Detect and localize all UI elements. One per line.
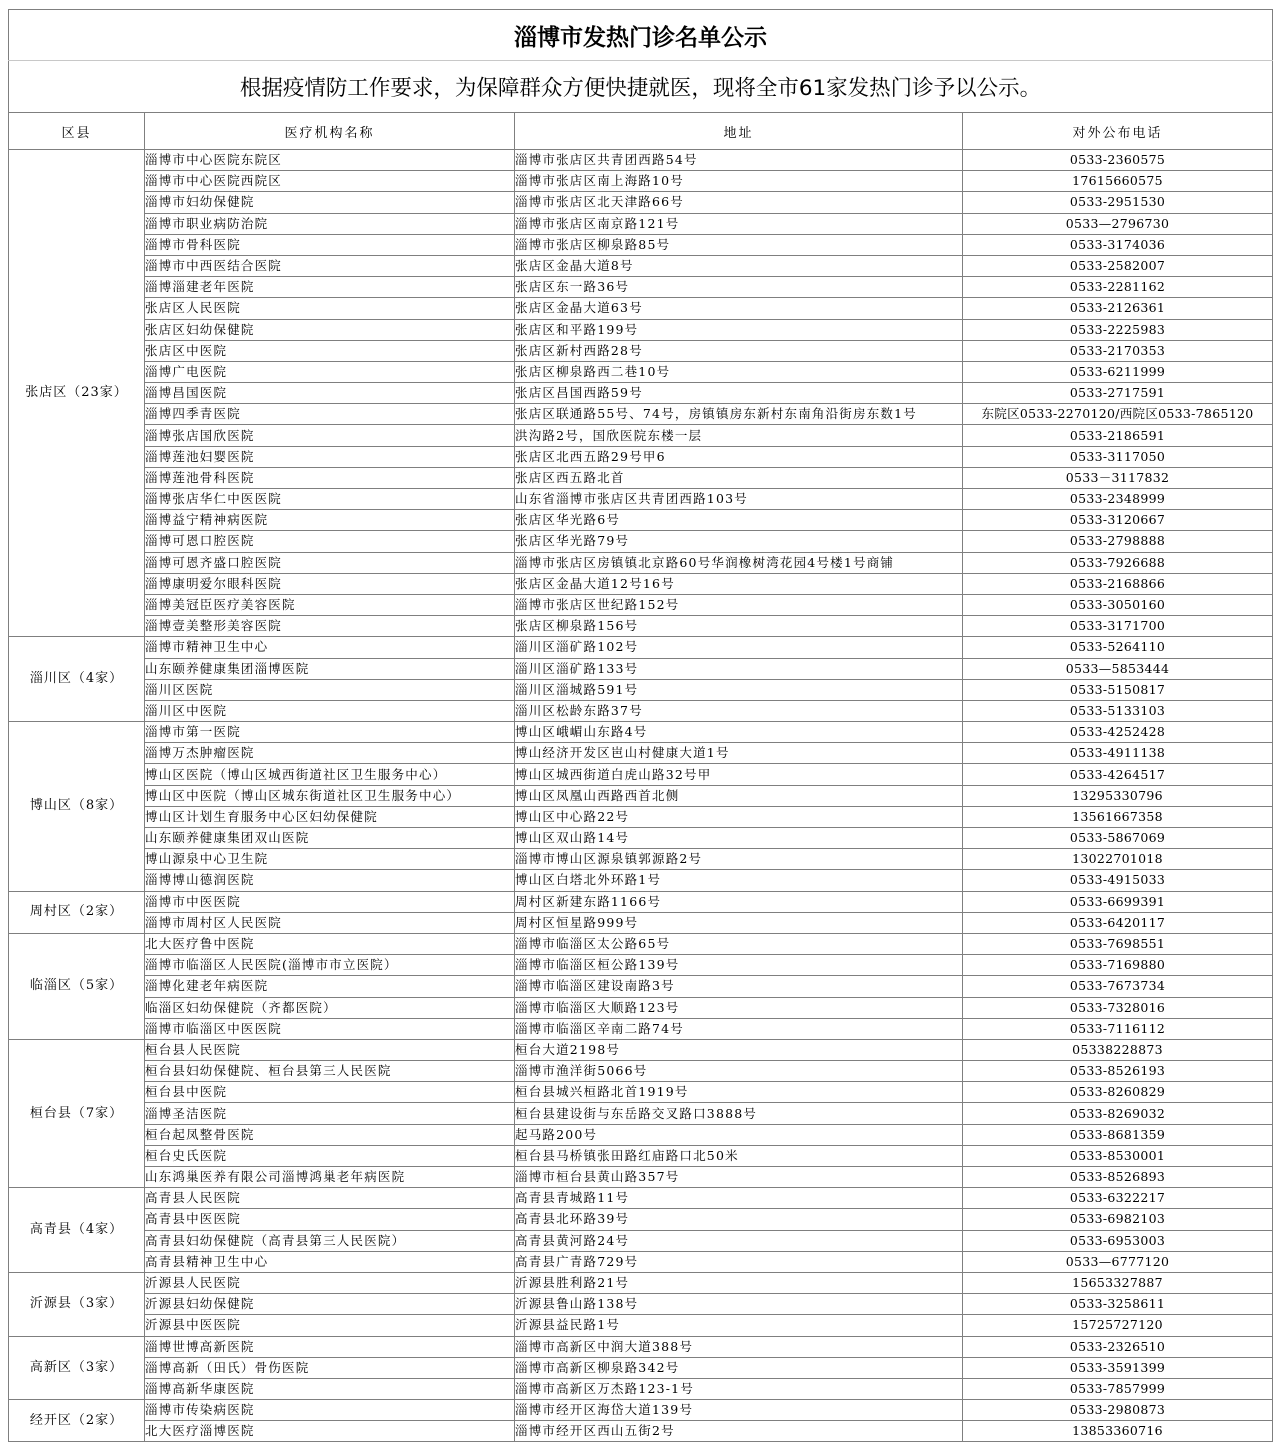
phone-cell: 0533-6953003: [963, 1230, 1273, 1251]
address-cell: 沂源县益民路1号: [515, 1315, 963, 1336]
phone-cell: 05338228873: [963, 1039, 1273, 1060]
phone-cell: 0533-3171700: [963, 616, 1273, 637]
address-cell: 博山区凤凰山西路西首北侧: [515, 785, 963, 806]
institution-name-cell: 高青县人民医院: [145, 1188, 515, 1209]
institution-name-cell: 山东颐养健康集团双山医院: [145, 828, 515, 849]
institution-name-cell: 山东颐养健康集团淄博医院: [145, 658, 515, 679]
address-cell: 淄博市张店区南上海路10号: [515, 171, 963, 192]
address-cell: 淄博市张店区南京路121号: [515, 213, 963, 234]
table-row: [9, 1103, 1273, 1124]
address-cell: 张店区华光路79号: [515, 531, 963, 552]
table-row: [9, 1188, 1273, 1209]
institution-name-cell: 淄博市周村区人民医院: [145, 912, 515, 933]
institution-name-cell: 淄博张店国欣医院: [145, 425, 515, 446]
phone-cell: 0533-7328016: [963, 997, 1273, 1018]
table-row: [9, 764, 1273, 785]
address-cell: 高青县广青路729号: [515, 1251, 963, 1272]
institution-name-cell: 山东鸿巢医养有限公司淄博鸿巢老年病医院: [145, 1167, 515, 1188]
phone-cell: 0533-2980873: [963, 1400, 1273, 1421]
institution-name-cell: 桓台县人民医院: [145, 1039, 515, 1060]
address-cell: 张店区金晶大道63号: [515, 298, 963, 319]
institution-name-cell: 张店区人民医院: [145, 298, 515, 319]
table-row: [9, 1061, 1273, 1082]
institution-name-cell: 淄博淄建老年医院: [145, 277, 515, 298]
institution-name-cell: 淄博市精神卫生中心: [145, 637, 515, 658]
address-cell: 淄博市张店区北天津路66号: [515, 192, 963, 213]
address-cell: 洪沟路2号，国欣医院东楼一层: [515, 425, 963, 446]
address-cell: 张店区昌国西路59号: [515, 383, 963, 404]
institution-name-cell: 淄博壹美整形美容医院: [145, 616, 515, 637]
phone-cell: 0533-5867069: [963, 828, 1273, 849]
phone-cell: 0533-3591399: [963, 1357, 1273, 1378]
address-cell: 淄博市临淄区大顺路123号: [515, 997, 963, 1018]
table-row: [9, 510, 1273, 531]
address-cell: 淄博市张店区柳泉路85号: [515, 234, 963, 255]
institution-name-cell: 淄博市临淄区中医医院: [145, 1018, 515, 1039]
table-row: [9, 319, 1273, 340]
table-row: [9, 1378, 1273, 1399]
address-cell: 淄博市博山区源泉镇郭源路2号: [515, 849, 963, 870]
institution-name-cell: 张店区中医院: [145, 340, 515, 361]
institution-name-cell: 淄博圣洁医院: [145, 1103, 515, 1124]
institution-name-cell: 淄博市骨科医院: [145, 234, 515, 255]
phone-cell: 0533-2348999: [963, 489, 1273, 510]
institution-name-cell: 淄博市妇幼保健院: [145, 192, 515, 213]
table-row: [9, 976, 1273, 997]
table-row: [9, 1251, 1273, 1272]
district-cell: 经开区（2家）: [9, 1400, 145, 1442]
institution-name-cell: 桓台县中医院: [145, 1082, 515, 1103]
institution-name-cell: 博山区计划生育服务中心区妇幼保健院: [145, 806, 515, 827]
table-row: [9, 997, 1273, 1018]
institution-name-cell: 淄博化建老年病医院: [145, 976, 515, 997]
table-row: [9, 1357, 1273, 1378]
table-row: [9, 1124, 1273, 1145]
table-row: [9, 552, 1273, 573]
address-cell: 周村区新建东路1166号: [515, 891, 963, 912]
table-row: [9, 1315, 1273, 1336]
table-header-row: [9, 113, 1273, 150]
table-row: [9, 785, 1273, 806]
phone-cell: 0533-2951530: [963, 192, 1273, 213]
district-cell: 高青县（4家）: [9, 1188, 145, 1273]
table-row: [9, 298, 1273, 319]
table-row: [9, 700, 1273, 721]
phone-cell: 0533—2796730: [963, 213, 1273, 234]
table-row: [9, 637, 1273, 658]
table-row: [9, 1039, 1273, 1060]
institution-name-cell: 北大医疗鲁中医院: [145, 933, 515, 954]
address-cell: 高青县北环路39号: [515, 1209, 963, 1230]
address-cell: 周村区恒星路999号: [515, 912, 963, 933]
institution-name-cell: 淄博市传染病医院: [145, 1400, 515, 1421]
table-row: [9, 255, 1273, 276]
phone-cell: 0533-2360575: [963, 150, 1273, 171]
table-row: [9, 1230, 1273, 1251]
address-cell: 张店区柳泉路西二巷10号: [515, 361, 963, 382]
institution-name-cell: 博山区医院（博山区城西街道社区卫生服务中心）: [145, 764, 515, 785]
table-row: [9, 828, 1273, 849]
district-cell: 临淄区（5家）: [9, 933, 145, 1039]
phone-cell: 0533-4915033: [963, 870, 1273, 891]
phone-cell: 0533-3117050: [963, 446, 1273, 467]
address-cell: 桓台县城兴桓路北首1919号: [515, 1082, 963, 1103]
table-row: [9, 573, 1273, 594]
table-row: [9, 383, 1273, 404]
table-row: [9, 955, 1273, 976]
address-cell: 博山区城西街道白虎山路32号甲: [515, 764, 963, 785]
institution-name-cell: 沂源县妇幼保健院: [145, 1294, 515, 1315]
phone-cell: 0533-2186591: [963, 425, 1273, 446]
address-cell: 博山区中心路22号: [515, 806, 963, 827]
phone-cell: 0533-2170353: [963, 340, 1273, 361]
phone-cell: 0533-6211999: [963, 361, 1273, 382]
address-cell: 淄博市桓台县黄山路357号: [515, 1167, 963, 1188]
table-row: [9, 192, 1273, 213]
district-cell: 高新区（3家）: [9, 1336, 145, 1400]
address-cell: 沂源县鲁山路138号: [515, 1294, 963, 1315]
phone-cell: 0533-8269032: [963, 1103, 1273, 1124]
phone-cell: 0533-4252428: [963, 722, 1273, 743]
page-title: 淄博市发热门诊名单公示: [9, 10, 1273, 61]
phone-cell: 0533-5264110: [963, 637, 1273, 658]
institution-name-cell: 淄川区中医院: [145, 700, 515, 721]
phone-cell: 0533-7698551: [963, 933, 1273, 954]
institution-name-cell: 淄博康明爱尔眼科医院: [145, 573, 515, 594]
institution-name-cell: 淄川区医院: [145, 679, 515, 700]
phone-cell: 13295330796: [963, 785, 1273, 806]
address-cell: 桓台县建设街与东岳路交叉路口3888号: [515, 1103, 963, 1124]
address-cell: 淄川区淄矿路133号: [515, 658, 963, 679]
address-cell: 淄博市张店区共青团西路54号: [515, 150, 963, 171]
institution-name-cell: 淄博市职业病防治院: [145, 213, 515, 234]
phone-cell: 0533-2225983: [963, 319, 1273, 340]
phone-cell: 0533-3120667: [963, 510, 1273, 531]
address-cell: 高青县黄河路24号: [515, 1230, 963, 1251]
phone-cell: 0533-3258611: [963, 1294, 1273, 1315]
address-cell: 桓台大道2198号: [515, 1039, 963, 1060]
table-row: [9, 1167, 1273, 1188]
phone-cell: 0533-4911138: [963, 743, 1273, 764]
address-cell: 博山经济开发区岜山村健康大道1号: [515, 743, 963, 764]
institution-name-cell: 淄博昌国医院: [145, 383, 515, 404]
address-cell: 博山区峨嵋山东路4号: [515, 722, 963, 743]
address-cell: 淄博市临淄区太公路65号: [515, 933, 963, 954]
table-row: [9, 1400, 1273, 1421]
phone-cell: 0533-8260829: [963, 1082, 1273, 1103]
district-cell: 张店区（23家）: [9, 150, 145, 637]
address-cell: 淄川区淄城路591号: [515, 679, 963, 700]
table-row: [9, 806, 1273, 827]
district-cell: 周村区（2家）: [9, 891, 145, 933]
table-row: [9, 743, 1273, 764]
institution-name-cell: 桓台史氏医院: [145, 1145, 515, 1166]
address-cell: 张店区北西五路29号甲6: [515, 446, 963, 467]
address-cell: 淄博市张店区世纪路152号: [515, 594, 963, 615]
phone-cell: 0533—6777120: [963, 1251, 1273, 1272]
institution-name-cell: 淄博美冠臣医疗美容医院: [145, 594, 515, 615]
institution-name-cell: 博山区中医院（博山区城东街道社区卫生服务中心）: [145, 785, 515, 806]
table-row: [9, 891, 1273, 912]
column-header-phone: 对外公布电话: [963, 113, 1273, 150]
institution-name-cell: 淄博可恩口腔医院: [145, 531, 515, 552]
institution-name-cell: 张店区妇幼保健院: [145, 319, 515, 340]
address-cell: 淄博市高新区中润大道388号: [515, 1336, 963, 1357]
table-row: [9, 361, 1273, 382]
phone-cell: 0533-6322217: [963, 1188, 1273, 1209]
phone-cell: 0533-8526893: [963, 1167, 1273, 1188]
phone-cell: 0533-7857999: [963, 1378, 1273, 1399]
table-row: [9, 594, 1273, 615]
phone-cell: 0533-7169880: [963, 955, 1273, 976]
page-subtitle: 根据疫情防工作要求，为保障群众方便快捷就医，现将全市61家发热门诊予以公示。: [9, 61, 1273, 113]
table-row: [9, 1082, 1273, 1103]
phone-cell: 0533-2281162: [963, 277, 1273, 298]
institution-name-cell: 淄博益宁精神病医院: [145, 510, 515, 531]
address-cell: 桓台县马桥镇张田路红庙路口北50米: [515, 1145, 963, 1166]
address-cell: 张店区金晶大道12号16号: [515, 573, 963, 594]
address-cell: 张店区东一路36号: [515, 277, 963, 298]
institution-name-cell: 淄博四季青医院: [145, 404, 515, 425]
table-row: [9, 679, 1273, 700]
institution-name-cell: 高青县中医医院: [145, 1209, 515, 1230]
phone-cell: 13853360716: [963, 1421, 1273, 1442]
phone-cell: 15725727120: [963, 1315, 1273, 1336]
address-cell: 张店区和平路199号: [515, 319, 963, 340]
district-cell: 博山区（8家）: [9, 722, 145, 892]
institution-name-cell: 淄博博山德润医院: [145, 870, 515, 891]
address-cell: 淄博市张店区房镇镇北京路60号华润橡树湾花园4号楼1号商铺: [515, 552, 963, 573]
address-cell: 张店区联通路55号、74号，房镇镇房东新村东南角沿街房东数1号: [515, 404, 963, 425]
address-cell: 张店区新村西路28号: [515, 340, 963, 361]
phone-cell: 15653327887: [963, 1272, 1273, 1293]
table-row: [9, 849, 1273, 870]
address-cell: 淄博市临淄区辛南二路74号: [515, 1018, 963, 1039]
table-row: [9, 912, 1273, 933]
institution-name-cell: 淄博万杰肿瘤医院: [145, 743, 515, 764]
address-cell: 淄川区淄矿路102号: [515, 637, 963, 658]
institution-name-cell: 淄博莲池骨科医院: [145, 467, 515, 488]
column-header-institution: 医疗机构名称: [145, 113, 515, 150]
address-cell: 淄博市高新区柳泉路342号: [515, 1357, 963, 1378]
institution-name-cell: 淄博市中医医院: [145, 891, 515, 912]
phone-cell: 0533-8530001: [963, 1145, 1273, 1166]
address-cell: 沂源县胜利路21号: [515, 1272, 963, 1293]
table-row: [9, 933, 1273, 954]
institution-name-cell: 淄博张店华仁中医医院: [145, 489, 515, 510]
table-row: [9, 1272, 1273, 1293]
institution-name-cell: 淄博高新（田氏）骨伤医院: [145, 1357, 515, 1378]
phone-cell: 13561667358: [963, 806, 1273, 827]
address-cell: 张店区华光路6号: [515, 510, 963, 531]
phone-cell: 0533-6982103: [963, 1209, 1273, 1230]
table-row: [9, 1294, 1273, 1315]
institution-name-cell: 淄博广电医院: [145, 361, 515, 382]
address-cell: 淄博市经开区西山五街2号: [515, 1421, 963, 1442]
phone-cell: 东院区0533-2270120/西院区0533-7865120: [963, 404, 1273, 425]
address-cell: 淄博市临淄区桓公路139号: [515, 955, 963, 976]
phone-cell: 0533-2326510: [963, 1336, 1273, 1357]
district-cell: 沂源县（3家）: [9, 1272, 145, 1336]
phone-cell: 0533-3174036: [963, 234, 1273, 255]
table-row: [9, 150, 1273, 171]
phone-cell: 0533-2126361: [963, 298, 1273, 319]
address-cell: 淄博市经开区海岱大道139号: [515, 1400, 963, 1421]
column-header-district: 区县: [9, 113, 145, 150]
address-cell: 淄博市临淄区建设南路3号: [515, 976, 963, 997]
address-cell: 博山区白塔北外环路1号: [515, 870, 963, 891]
table-row: [9, 870, 1273, 891]
table-row: [9, 1336, 1273, 1357]
phone-cell: 0533-7673734: [963, 976, 1273, 997]
table-row: [9, 531, 1273, 552]
phone-cell: 0533-5133103: [963, 700, 1273, 721]
institution-name-cell: 淄博市第一医院: [145, 722, 515, 743]
table-row: [9, 1018, 1273, 1039]
table-row: [9, 446, 1273, 467]
phone-cell: 0533-6699391: [963, 891, 1273, 912]
table-row: [9, 616, 1273, 637]
phone-cell: 0533-2717591: [963, 383, 1273, 404]
address-cell: 张店区金晶大道8号: [515, 255, 963, 276]
institution-name-cell: 淄博高新华康医院: [145, 1378, 515, 1399]
institution-name-cell: 淄博市中心医院西院区: [145, 171, 515, 192]
phone-cell: 17615660575: [963, 171, 1273, 192]
table-row: [9, 489, 1273, 510]
phone-cell: 0533-6420117: [963, 912, 1273, 933]
institution-name-cell: 淄博市临淄区人民医院(淄博市市立医院）: [145, 955, 515, 976]
phone-cell: 0533-5150817: [963, 679, 1273, 700]
table-row: [9, 340, 1273, 361]
table-row: [9, 722, 1273, 743]
phone-cell: 13022701018: [963, 849, 1273, 870]
institution-name-cell: 淄博市中西医结合医院: [145, 255, 515, 276]
institution-name-cell: 沂源县中医医院: [145, 1315, 515, 1336]
address-cell: 张店区柳泉路156号: [515, 616, 963, 637]
table-row: [9, 277, 1273, 298]
table-row: [9, 171, 1273, 192]
column-header-address: 地址: [515, 113, 963, 150]
phone-cell: 0533—5853444: [963, 658, 1273, 679]
institution-name-cell: 临淄区妇幼保健院（齐都医院）: [145, 997, 515, 1018]
institution-name-cell: 淄博莲池妇婴医院: [145, 446, 515, 467]
institution-name-cell: 淄博世博高新医院: [145, 1336, 515, 1357]
address-cell: 淄博市渔洋街5066号: [515, 1061, 963, 1082]
institution-name-cell: 高青县妇幼保健院（高青县第三人民医院）: [145, 1230, 515, 1251]
address-cell: 高青县青城路11号: [515, 1188, 963, 1209]
institution-name-cell: 桓台县妇幼保健院、桓台县第三人民医院: [145, 1061, 515, 1082]
district-cell: 桓台县（7家）: [9, 1039, 145, 1187]
institution-name-cell: 高青县精神卫生中心: [145, 1251, 515, 1272]
table-row: [9, 1209, 1273, 1230]
phone-cell: 0533-2798888: [963, 531, 1273, 552]
fever-clinic-table: [8, 9, 1273, 1442]
address-cell: 山东省淄博市张店区共青团西路103号: [515, 489, 963, 510]
institution-name-cell: 博山源泉中心卫生院: [145, 849, 515, 870]
district-cell: 淄川区（4家）: [9, 637, 145, 722]
table-row: [9, 213, 1273, 234]
address-cell: 博山区双山路14号: [515, 828, 963, 849]
phone-cell: 0533-7926688: [963, 552, 1273, 573]
phone-cell: 0533-8681359: [963, 1124, 1273, 1145]
phone-cell: 0533-4264517: [963, 764, 1273, 785]
address-cell: 淄川区松龄东路37号: [515, 700, 963, 721]
institution-name-cell: 淄博可恩齐盛口腔医院: [145, 552, 515, 573]
table-row: [9, 658, 1273, 679]
table-row: [9, 1145, 1273, 1166]
address-cell: 淄博市高新区万杰路123-1号: [515, 1378, 963, 1399]
institution-name-cell: 北大医疗淄博医院: [145, 1421, 515, 1442]
phone-cell: 0533-8526193: [963, 1061, 1273, 1082]
institution-name-cell: 淄博市中心医院东院区: [145, 150, 515, 171]
phone-cell: 0533-3050160: [963, 594, 1273, 615]
institution-name-cell: 沂源县人民医院: [145, 1272, 515, 1293]
table-row: [9, 467, 1273, 488]
address-cell: 起马路200号: [515, 1124, 963, 1145]
phone-cell: 0533－3117832: [963, 467, 1273, 488]
table-row: [9, 425, 1273, 446]
table-row: [9, 234, 1273, 255]
table-row: [9, 1421, 1273, 1442]
institution-name-cell: 桓台起凤整骨医院: [145, 1124, 515, 1145]
phone-cell: 0533-2168866: [963, 573, 1273, 594]
phone-cell: 0533-2582007: [963, 255, 1273, 276]
address-cell: 张店区西五路北首: [515, 467, 963, 488]
table-row: [9, 404, 1273, 425]
phone-cell: 0533-7116112: [963, 1018, 1273, 1039]
